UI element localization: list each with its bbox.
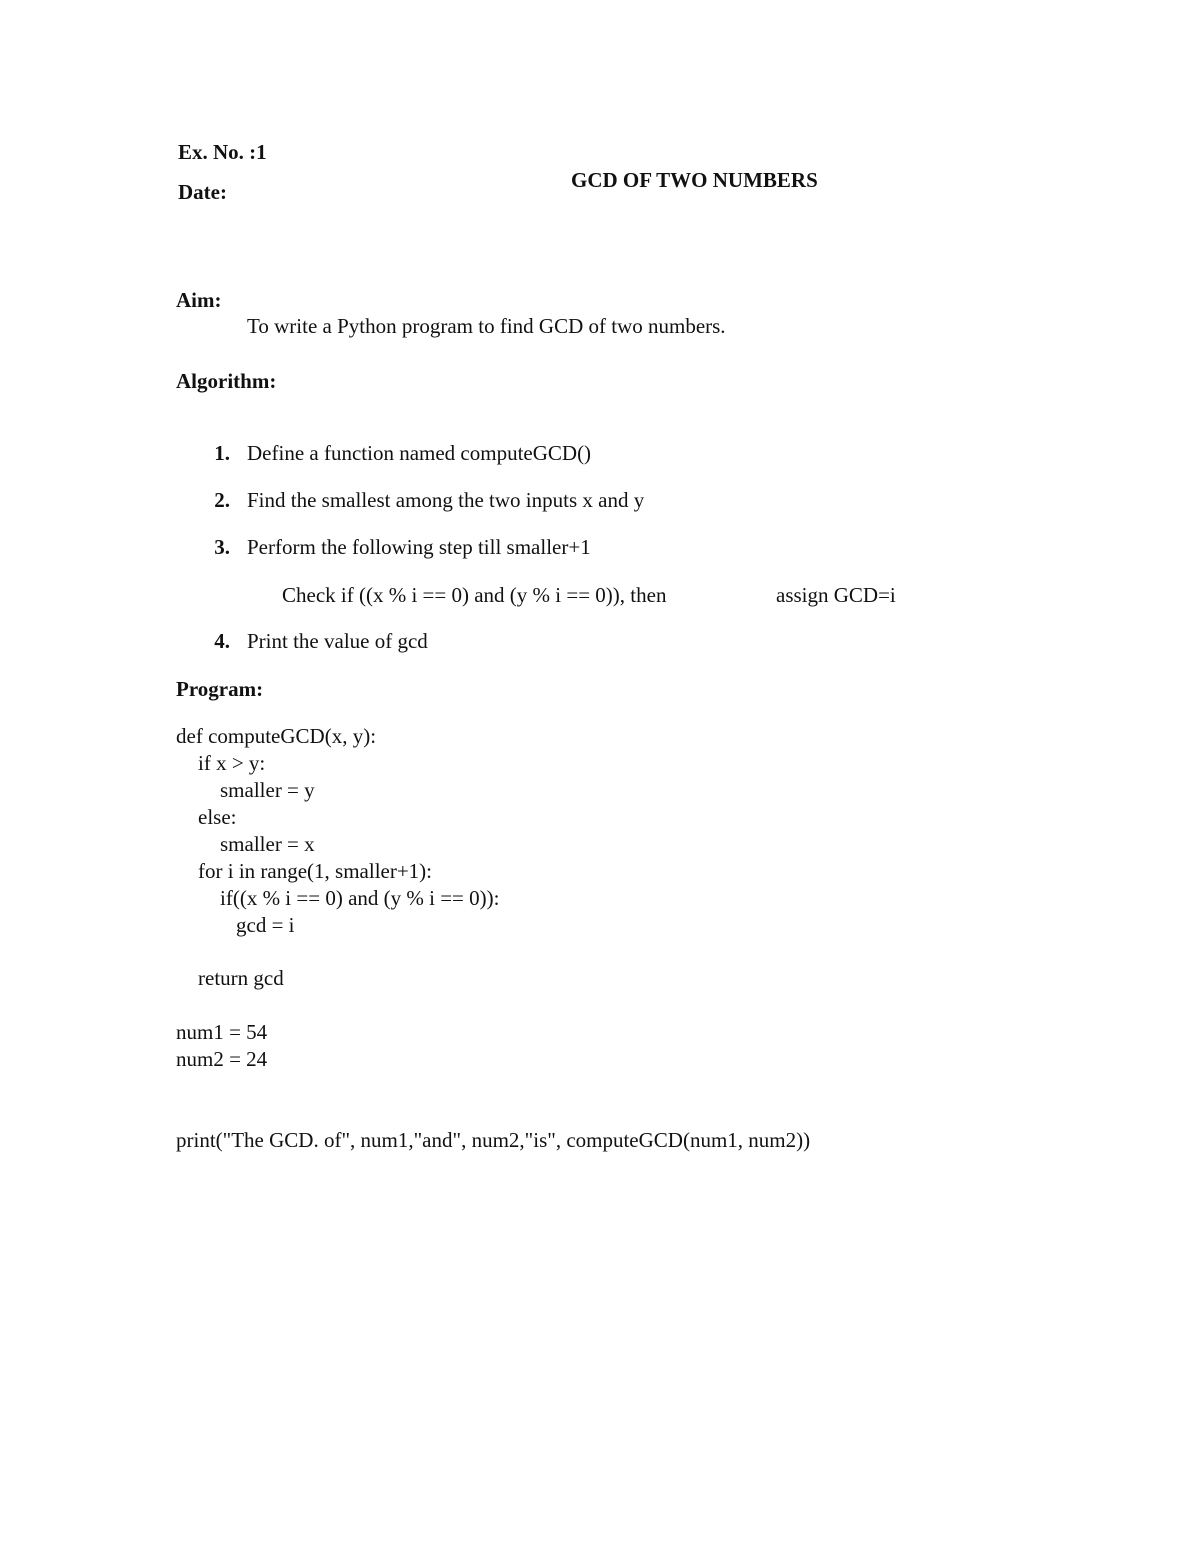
step-number: 4. [214,629,230,653]
exercise-number: Ex. No. :1 [178,140,267,164]
step-text: Define a function named computeGCD() [247,441,592,465]
date-label: Date: [178,180,227,204]
aim-text: To write a Python program to find GCD of two numbers. [247,314,726,338]
sub-step-check: Check if ((x % i == 0) and (y % i == 0)), then [282,583,667,607]
code-line: for i in range(1, smaller+1): [198,859,433,883]
code-line: if x > y: [198,751,266,775]
aim-heading: Aim: [176,288,222,312]
code-line: return gcd [198,966,284,990]
code-line: num2 = 24 [176,1047,268,1071]
code-line: print("The GCD. of", num1,"and", num2,"is", computeGCD(num1, num2)) [176,1128,811,1152]
step-text: Perform the following step till smaller+1 [247,535,591,559]
code-line: smaller = y [220,778,315,802]
step-text: Print the value of gcd [247,629,428,653]
code-line: def computeGCD(x, y): [176,724,377,748]
code-line: if((x % i == 0) and (y % i == 0)): [220,886,500,910]
step-number: 1. [214,441,230,465]
code-line: else: [198,805,237,829]
code-line: smaller = x [220,832,315,856]
code-line: gcd = i [236,913,295,937]
step-number: 3. [214,535,230,559]
code-line: num1 = 54 [176,1020,268,1044]
step-text: Find the smallest among the two inputs x and y [247,488,645,512]
program-heading: Program: [176,677,264,701]
algorithm-heading: Algorithm: [176,369,277,393]
step-number: 2. [214,488,230,512]
code-block [176,724,811,1152]
page-title: GCD OF TWO NUMBERS [571,168,818,192]
sub-step-assign: assign GCD=i [776,583,896,607]
